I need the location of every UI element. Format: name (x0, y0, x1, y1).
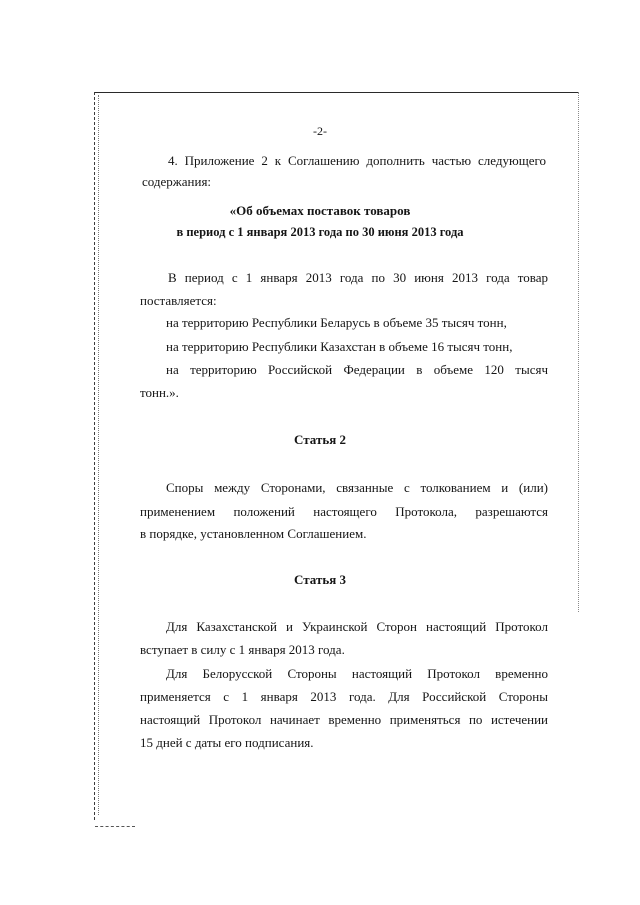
period-russia-line2: тонн.». (140, 385, 179, 400)
article2-title: Статья 2 (294, 432, 346, 447)
article3-title: Статья 3 (294, 572, 346, 587)
annex-heading-line2: в период с 1 января 2013 года по 30 июня 2013 года (176, 225, 464, 239)
scan-edge-bottom (95, 826, 135, 827)
annex-heading-line1: «Об объемах поставок товаров (229, 203, 411, 218)
page-number: -2- (313, 124, 327, 138)
period-line2: поставляется: (140, 293, 217, 308)
period-belarus: на территорию Республики Беларусь в объеме 35 тысяч тонн, (166, 315, 507, 330)
scan-edge-left (94, 92, 95, 820)
article3-p2-line3: настоящий Протокол начинает временно применяться по истечении (140, 712, 548, 727)
article3-p2-line2: применяется с 1 января 2013 года. Для Российской Стороны (140, 689, 548, 704)
article3-p1-line2: вступает в силу с 1 января 2013 года. (140, 642, 345, 657)
period-kazakhstan: на территорию Республики Казахстан в объеме 16 тысяч тонн, (166, 339, 513, 354)
article2-line1: Споры между Сторонами, связанные с толкованием и (или) (166, 480, 548, 495)
item4-line2: содержания: (142, 174, 212, 189)
item4-line1: 4. Приложение 2 к Соглашению дополнить частью следующего (168, 153, 546, 168)
article2-line3: в порядке, установленном Соглашением. (140, 526, 367, 541)
scan-edge-right (578, 92, 579, 612)
article3-p2-line4: 15 дней с даты его подписания. (140, 735, 314, 750)
period-line1: В период с 1 января 2013 года по 30 июня 2013 года товар (168, 270, 548, 285)
article3-p2-line1: Для Белорусской Стороны настоящий Протокол временно (166, 666, 548, 681)
article3-p1-line1: Для Казахстанской и Украинской Сторон настоящий Протокол (166, 619, 548, 634)
scan-edge-top (95, 92, 578, 93)
article2-line2: применением положений настоящего Протокола, разрешаются (140, 504, 548, 519)
period-russia-line1: на территорию Российской Федерации в объеме 120 тысяч (166, 362, 548, 377)
